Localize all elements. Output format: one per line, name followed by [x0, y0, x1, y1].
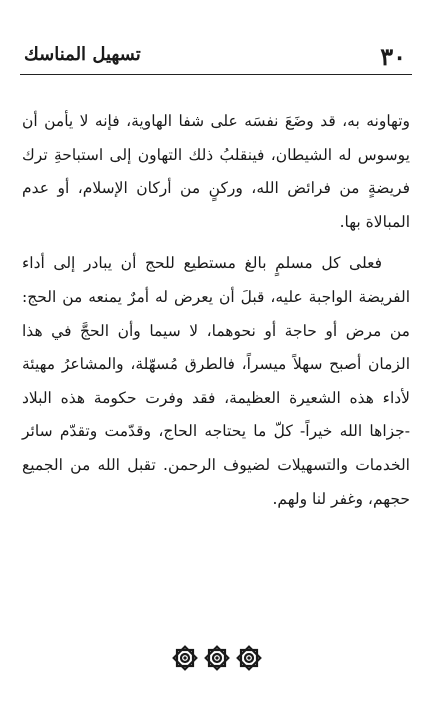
- page-header: [22, 40, 410, 74]
- running-title: تسهيل المناسك: [24, 44, 141, 65]
- body-text: [22, 105, 410, 516]
- star-rosette-icon: [203, 644, 231, 672]
- paragraph: فعلى كل مسلمٍ بالغ مستطيع للحج أن يبادر إلى أداء الفريضة الواجبة عليه، قبلَ أن يعرض له أمرٌ يمنعه من الحج: من مرض أو حاجة أو نحوهما، لا سيما وأن الحجَّ في هذا الزمان أصبح سهلاً ميسراً، فالطرق مُسهّلة، والمشاعرُ مهيئة لأداء هذه الشعيرة العظيمة، فقد وفرت حكومة هذه البلاد -جزاها الله خيراً- كلّ ما يحتاجه الحاج، وقدّمت وتقدّم سائر الخدمات والتسهيلات لضيوف الرحمن. تقبل الله من الجميع حجهم، وغفر لنا ولهم.: [22, 254, 410, 508]
- header-rule: [20, 74, 412, 75]
- paragraph: وتهاونه به، قد وضَعَ نفسَه على شفا الهاوية، فإنه لا يأمن أن يوسوس له الشيطان، فينقلبُ ذلك التهاون إلى استباحةِ ترك فريضةٍ من فرائض الله، وركنٍ من أركان الإسلام، أو عدم المبالاة بها.: [22, 112, 410, 231]
- star-rosette-icon: [235, 644, 263, 672]
- page-number: ٣٠: [380, 42, 406, 71]
- star-rosette-icon: [171, 644, 199, 672]
- section-end-ornament: [158, 644, 276, 672]
